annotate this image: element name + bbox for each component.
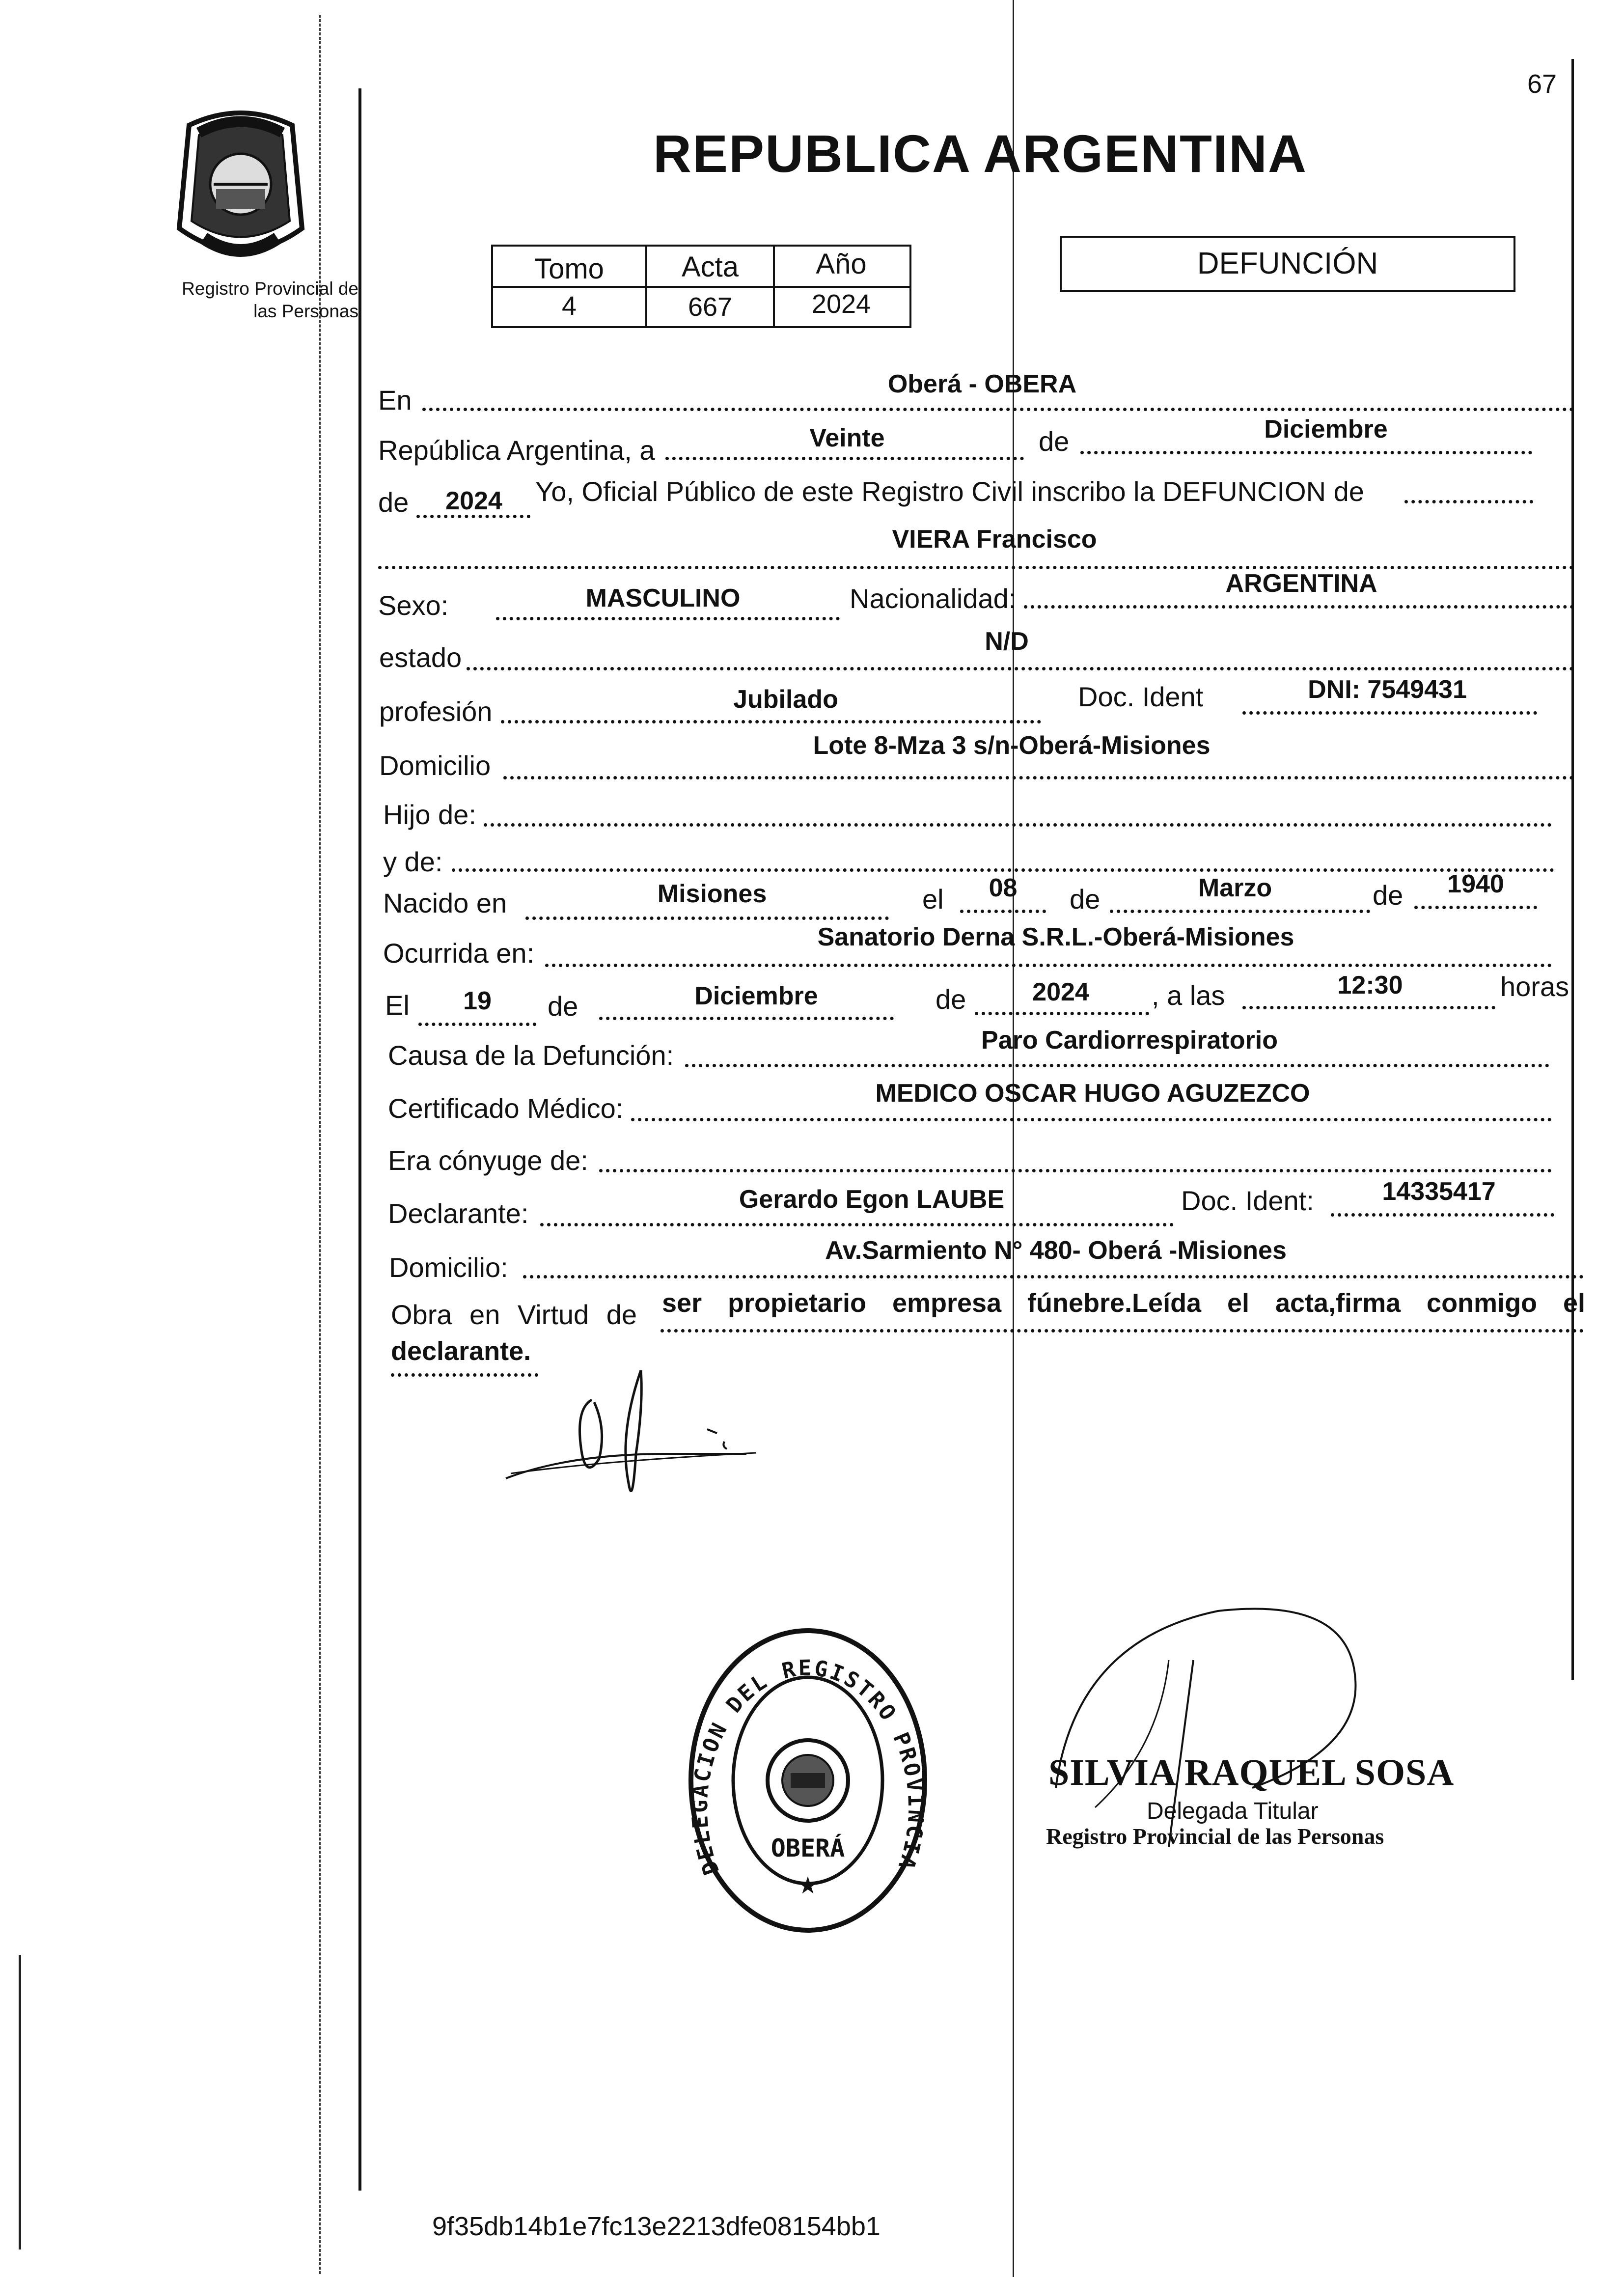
- domicilio-label: Domicilio: [379, 750, 491, 781]
- conyuge-dotted-line: [599, 1169, 1552, 1172]
- declarante-dotted-line: [540, 1223, 1174, 1226]
- official-seal-stamp-icon: [685, 1626, 931, 1940]
- official-title: Delegada Titular: [1147, 1798, 1319, 1824]
- act-type-label: DEFUNCIÓN: [1197, 247, 1378, 280]
- ocurrida-dotted-line: [545, 964, 1552, 967]
- table-value-anio: 2024: [811, 289, 871, 319]
- nacido-day-value: 08: [989, 874, 1018, 902]
- profesion-label: profesión: [379, 696, 493, 727]
- estado-label: estado: [379, 642, 462, 673]
- sexo-dotted-line: [496, 617, 840, 620]
- certificado-dotted-line: [631, 1118, 1552, 1121]
- official-seal: [685, 1626, 931, 1940]
- fecha-horas-label: horas: [1500, 971, 1569, 1002]
- conyuge-label: Era cónyuge de:: [388, 1145, 588, 1176]
- nacido-day-dotted-line: [960, 910, 1046, 913]
- deceased-name-value: VIERA Francisco: [892, 525, 1097, 554]
- page-border-right: [1571, 59, 1574, 1680]
- sexo-value: MASCULINO: [585, 584, 741, 612]
- record-table: [491, 245, 911, 328]
- registry-name-line2: las Personas: [253, 301, 358, 321]
- causa-value: Paro Cardiorrespiratorio: [981, 1026, 1278, 1055]
- province-coat-of-arms-icon: [169, 106, 312, 268]
- fecha-year-dotted-line: [975, 1012, 1149, 1015]
- nacido-el-label: el: [922, 884, 944, 915]
- estado-value: N/D: [985, 627, 1029, 656]
- fecha-el-label: El: [385, 990, 410, 1021]
- domicilio-dotted-line: [503, 776, 1574, 779]
- ocurrida-value: Sanatorio Derna S.R.L.-Oberá-Misiones: [817, 923, 1294, 951]
- obra-value: ser propietario empresa fúnebre.Leída el acta,firma conmigo el: [662, 1288, 1585, 1318]
- declarante-label: Declarante:: [388, 1198, 529, 1229]
- act-type-box: [1060, 236, 1515, 292]
- official-office: Registro Provincial de las Personas: [1046, 1824, 1384, 1849]
- en-dotted-line: [422, 408, 1574, 411]
- scan-line-left: [319, 15, 321, 2274]
- republica-month-value: Diciembre: [1264, 415, 1388, 444]
- scan-fold-line: [1013, 0, 1014, 2277]
- doc-ident-value: DNI: 7549431: [1308, 675, 1467, 704]
- table-header-anio: Año: [816, 248, 867, 280]
- nacionalidad-value: ARGENTINA: [1225, 569, 1377, 598]
- page-border-left: [358, 88, 361, 2191]
- fecha-year-value: 2024: [1032, 978, 1089, 1006]
- republica-label: República Argentina, a: [378, 435, 655, 466]
- fecha-a-las-label: , a las: [1152, 980, 1225, 1011]
- y-de-label: y de:: [383, 846, 443, 877]
- nacido-month-value: Marzo: [1198, 874, 1272, 902]
- declarante-domicilio-dotted-line: [523, 1275, 1584, 1278]
- republica-de-label: de: [1039, 426, 1070, 457]
- causa-label: Causa de la Defunción:: [388, 1040, 674, 1071]
- declarante-doc-dotted-line: [1331, 1213, 1554, 1217]
- registry-name-line1: Registro Provincial de: [182, 278, 358, 299]
- causa-dotted-line: [685, 1064, 1549, 1067]
- profesion-dotted-line: [501, 720, 1041, 723]
- scan-line-far-left: [19, 1955, 21, 2249]
- official-name: SILVIA RAQUEL SOSA: [1048, 1752, 1455, 1793]
- inscription-dotted-line: [1404, 500, 1533, 503]
- certificado-value: MEDICO OSCAR HUGO AGUZEZCO: [875, 1079, 1310, 1108]
- profesion-value: Jubilado: [733, 685, 838, 714]
- fecha-time-value: 12:30: [1337, 971, 1403, 1000]
- seal-city: OBERÁ: [771, 1834, 845, 1862]
- obra-value-line2: declarante.: [391, 1336, 531, 1366]
- declarant-signature-scribble-icon: [501, 1356, 766, 1562]
- en-label: En: [378, 385, 412, 416]
- declarante-domicilio-label: Domicilio:: [389, 1252, 508, 1283]
- declarante-doc-value: 14335417: [1382, 1177, 1496, 1206]
- declarante-domicilio-value: Av.Sarmiento N° 480- Oberá -Misiones: [825, 1236, 1287, 1265]
- fecha-de1-label: de: [548, 991, 578, 1022]
- page-number: 67: [1527, 69, 1557, 99]
- nacido-year-value: 1940: [1447, 870, 1504, 898]
- province-logo: [169, 106, 312, 268]
- hijo-de-dotted-line: [484, 823, 1552, 827]
- republica-day-value: Veinte: [809, 424, 885, 452]
- nacido-place-value: Misiones: [657, 880, 767, 908]
- fecha-month-dotted-line: [599, 1017, 894, 1020]
- nacido-year-dotted-line: [1414, 906, 1537, 909]
- ocurrida-label: Ocurrida en:: [383, 938, 535, 969]
- nacionalidad-label: Nacionalidad:: [850, 583, 1017, 614]
- table-header-acta: Acta: [681, 251, 739, 283]
- estado-dotted-line: [467, 667, 1574, 670]
- nacionalidad-dotted-line: [1024, 605, 1574, 609]
- table-header-tomo: Tomo: [534, 253, 604, 285]
- certificado-label: Certificado Médico:: [388, 1093, 624, 1124]
- seal-ring-text: DELEGACION DEL REGISTRO PROVINCIA: [687, 1655, 929, 1878]
- table-value-acta: 667: [688, 292, 733, 322]
- obra-dotted-line: [661, 1329, 1584, 1333]
- document-hash: 9f35db14b1e7fc13e2213dfe08154bb1: [432, 2212, 881, 2241]
- year-value: 2024: [445, 487, 502, 515]
- fecha-de2-label: de: [936, 984, 966, 1015]
- sexo-label: Sexo:: [378, 590, 449, 621]
- declarante-value: Gerardo Egon LAUBE: [739, 1185, 1005, 1214]
- declarant-signature: [501, 1356, 766, 1562]
- republica-day-dotted-line: [665, 457, 1024, 460]
- fecha-time-dotted-line: [1242, 1006, 1495, 1009]
- nacido-label: Nacido en: [383, 888, 507, 918]
- fecha-month-value: Diciembre: [694, 982, 818, 1010]
- declarante-doc-label: Doc. Ident:: [1181, 1185, 1314, 1216]
- domicilio-value: Lote 8-Mza 3 s/n-Oberá-Misiones: [813, 731, 1211, 760]
- registry-name: [138, 278, 358, 323]
- fecha-day-dotted-line: [418, 1023, 536, 1026]
- doc-ident-dotted-line: [1242, 711, 1537, 715]
- year-de-label: de: [378, 487, 409, 518]
- seal-star-icon: ★: [797, 1873, 819, 1899]
- doc-ident-label: Doc. Ident: [1078, 681, 1204, 712]
- page-title: REPUBLICA ARGENTINA: [653, 124, 1307, 183]
- nacido-place-dotted-line: [525, 916, 889, 920]
- en-value: Oberá - OBERA: [887, 370, 1077, 398]
- table-value-tomo: 4: [561, 291, 577, 321]
- nacido-de1-label: de: [1070, 884, 1101, 915]
- inscription-text: Yo, Oficial Público de este Registro Civil inscribo la DEFUNCION de: [535, 476, 1364, 507]
- fecha-day-value: 19: [463, 987, 492, 1015]
- nacido-month-dotted-line: [1110, 910, 1370, 913]
- republica-month-dotted-line: [1080, 451, 1532, 454]
- nacido-de2-label: de: [1373, 880, 1404, 911]
- hijo-de-label: Hijo de:: [383, 799, 476, 830]
- y-de-dotted-line: [452, 868, 1554, 872]
- obra-label: Obra en Virtud de: [391, 1299, 637, 1330]
